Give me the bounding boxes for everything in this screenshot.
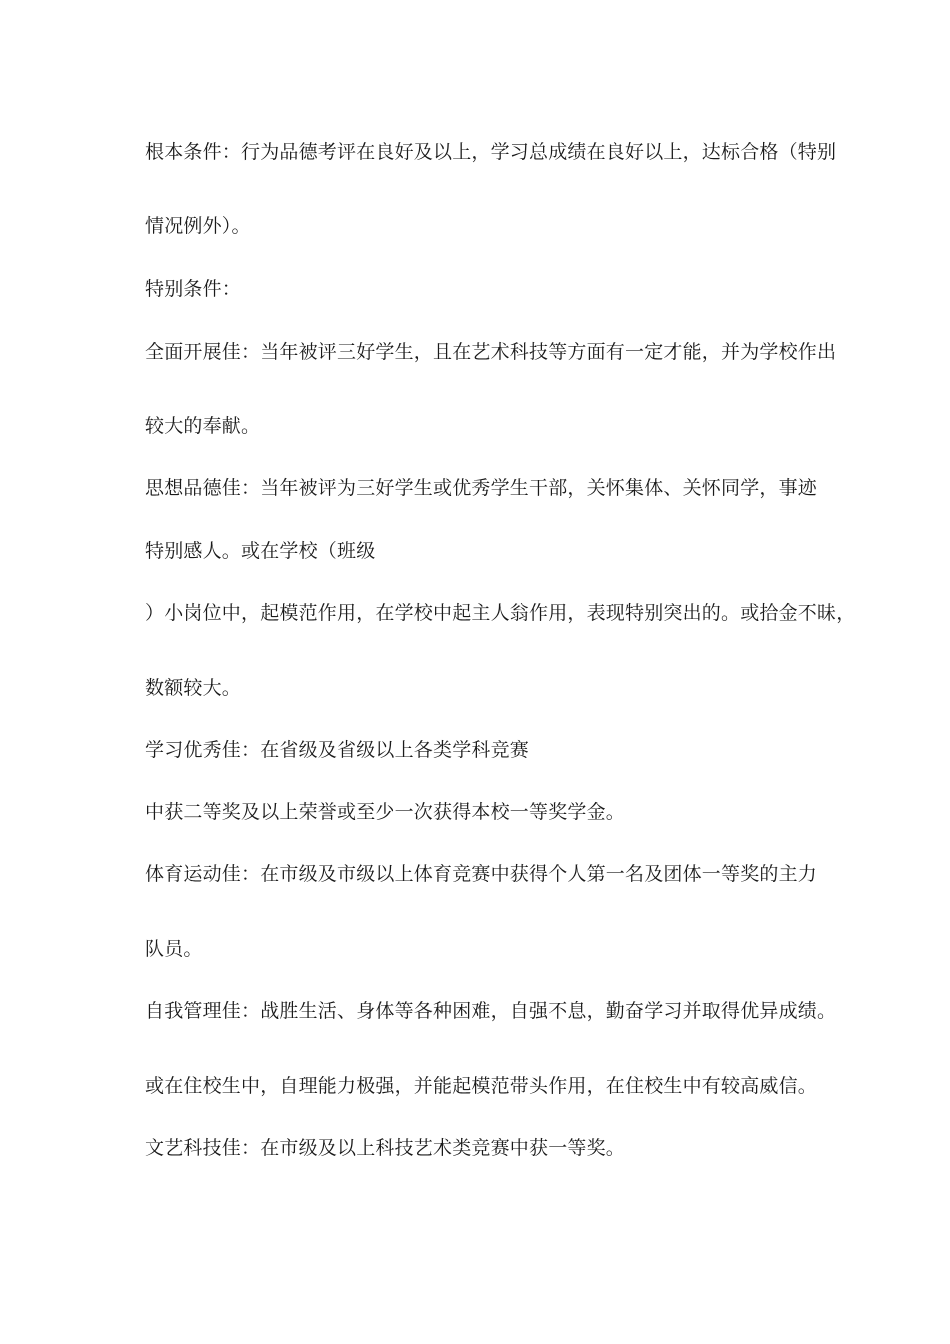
sports-line-1: 体育运动佳：在市级及市级以上体育竞赛中获得个人第一名及团体一等奖的主力 — [145, 863, 818, 885]
moral-line-1: 思想品德佳：当年被评为三好学生或优秀学生干部，关怀集体、关怀同学，事迹 — [145, 477, 818, 499]
self-management-line-1: 自我管理佳：战胜生活、身体等各种困难，自强不息，勤奋学习并取得优异成绩。 — [145, 1000, 837, 1022]
moral-line-3: ）小岗位中，起模范作用，在学校中起主人翁作用，表现特别突出的。或拾金不昧， — [145, 602, 856, 624]
self-management-line-2: 或在住校生中，自理能力极强，并能起模范带头作用，在住校生中有较高威信。 — [145, 1075, 818, 1097]
special-conditions-heading: 特别条件： — [145, 278, 242, 300]
moral-line-2: 特别感人。或在学校（班级 — [145, 540, 376, 562]
arts-tech-line: 文艺科技佳：在市级及以上科技艺术类竞赛中获一等奖。 — [145, 1137, 626, 1159]
moral-line-4: 数额较大。 — [145, 677, 242, 699]
study-line-2: 中获二等奖及以上荣誉或至少一次获得本校一等奖学金。 — [145, 801, 626, 823]
basic-conditions-line-1: 根本条件：行为品德考评在良好及以上，学习总成绩在良好以上，达标合格（特别 — [145, 141, 837, 163]
basic-conditions-line-2: 情况例外）。 — [145, 215, 251, 237]
all-round-line-1: 全面开展佳：当年被评三好学生，且在艺术科技等方面有一定才能，并为学校作出 — [145, 341, 837, 363]
all-round-line-2: 较大的奉献。 — [145, 415, 261, 437]
study-line-1: 学习优秀佳：在省级及省级以上各类学科竞赛 — [145, 739, 530, 761]
sports-line-2: 队员。 — [145, 938, 203, 960]
